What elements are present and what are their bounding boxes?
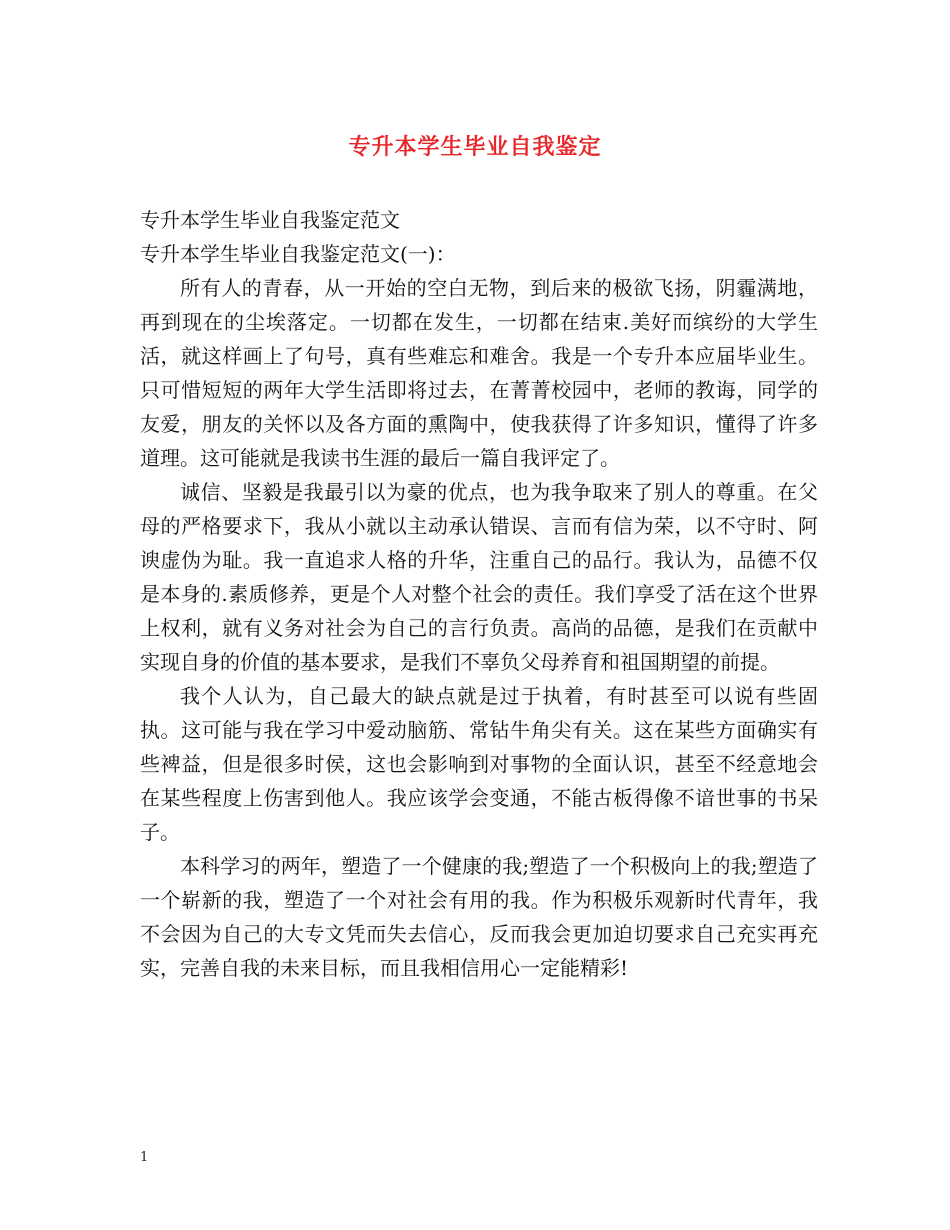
subtitle-line: 专升本学生毕业自我鉴定范文(一)：	[140, 242, 456, 266]
subtitle-line: 专升本学生毕业自我鉴定范文	[140, 208, 400, 232]
document-body	[140, 203, 818, 985]
document-title: 专升本学生毕业自我鉴定	[348, 135, 602, 160]
paragraph: 我个人认为，自己最大的缺点就是过于执着，有时甚至可以说有些固执。这可能与我在学习中爱动脑筋、常钻牛角尖有关。这在某些方面确实有些裨益，但是很多时侯，这也会影响到对事物的全面认识，甚至不经意地会在某些程度上伤害到他人。我应该学会变通，不能古板得像不谙世事的书呆子。	[140, 684, 818, 844]
page-number: 1	[140, 1150, 149, 1165]
paragraph: 本科学习的两年，塑造了一个健康的我;塑造了一个积极向上的我;塑造了一个崭新的我，塑造了一个对社会有用的我。作为积极乐观新时代青年，我不会因为自己的大专文凭而失去信心，反而我会更加迫切要求自己充实再充实，完善自我的未来目标，而且我相信用心一定能精彩!	[140, 854, 818, 980]
paragraph: 所有人的青春，从一开始的空白无物，到后来的极欲飞扬，阴霾满地，再到现在的尘埃落定。一切都在发生，一切都在结束.美好而缤纷的大学生活，就这样画上了句号，真有些难忘和难舍。我是一个专升本应届毕业生。只可惜短短的两年大学生活即将过去，在菁菁校园中，老师的教诲，同学的友爱，朋友的关怀以及各方面的熏陶中，使我获得了许多知识，懂得了许多道理。这可能就是我读书生涯的最后一篇自我评定了。	[140, 276, 818, 470]
paragraph: 诚信、坚毅是我最引以为豪的优点，也为我争取来了别人的尊重。在父母的严格要求下，我从小就以主动承认错误、言而有信为荣，以不守时、阿谀虚伪为耻。我一直追求人格的升华，注重自己的品行。我认为，品德不仅是本身的.素质修养，更是个人对整个社会的责任。我们享受了活在这个世界上权利，就有义务对社会为自己的言行负责。高尚的品德，是我们在贡献中实现自身的价值的基本要求，是我们不辜负父母养育和祖国期望的前提。	[140, 480, 818, 674]
